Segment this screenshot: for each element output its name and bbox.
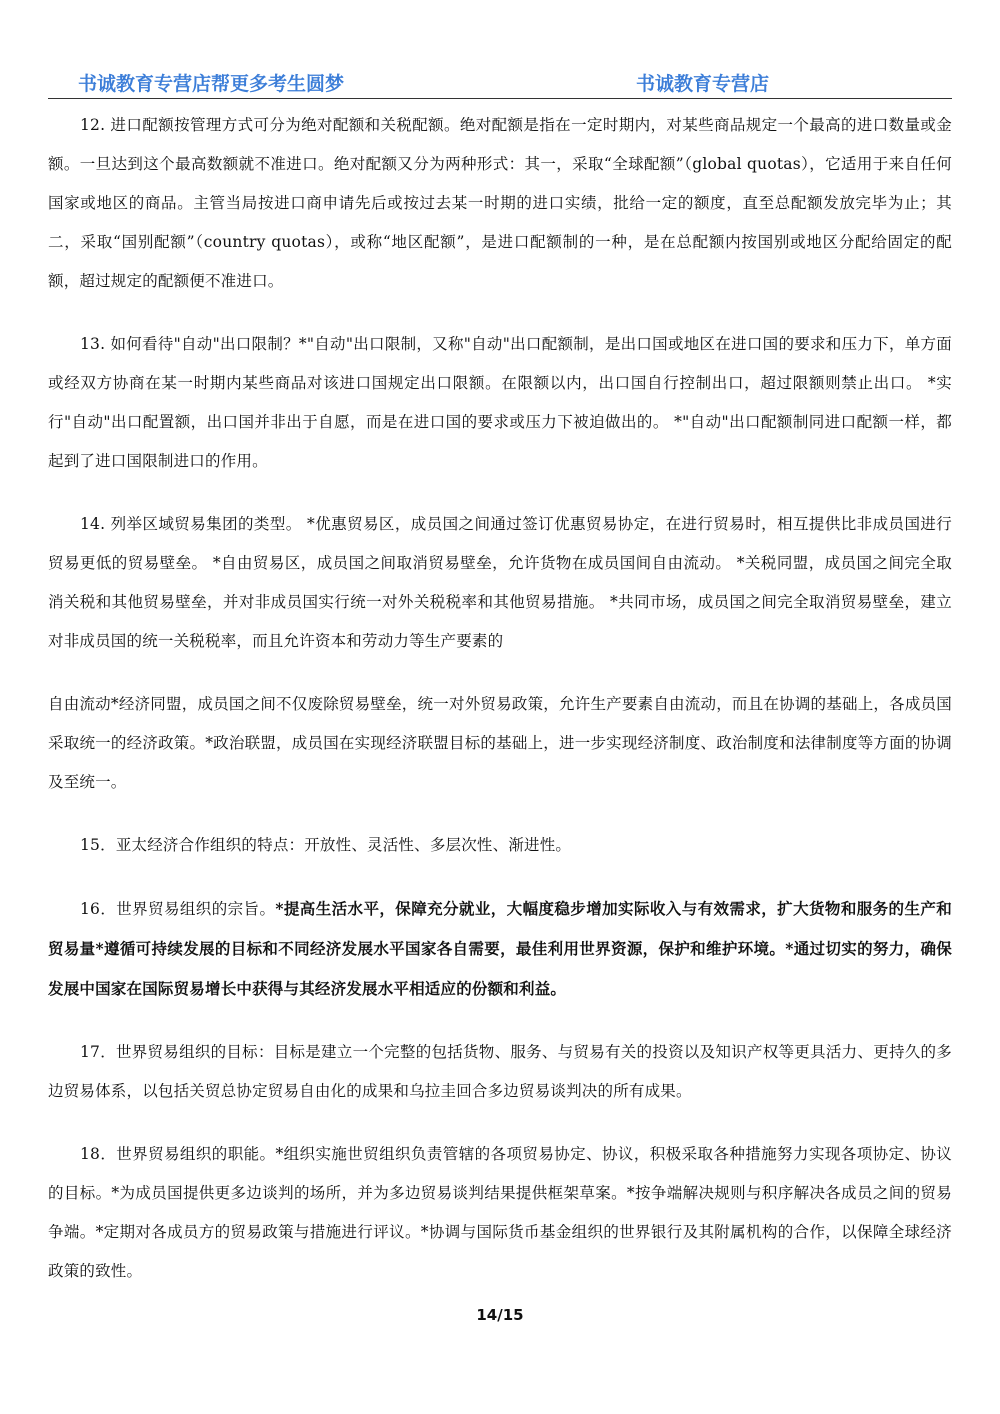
paragraph-13: 13. 如何看待"自动"出口限制？*"自动"出口限制，又称"自动"出口配额制，是出口国或地区在进口国的要求和压力下，单方面或经双方协商在某一时期内某些商品对该进口国规定出口限额。在限额以内，出口国自行控制出口，超过限额则禁止出口。 *实行"自动"出口配置额，出口国并非出于自愿，而是在进口国的要求或压力下被迫做出的。 *"自动"出口配额制同进口配额一样，都起到了进口国限制进口的作用。: [48, 335, 952, 470]
paragraph-15: 15．亚太经济合作组织的特点：开放性、灵活性、多层次性、渐进性。: [80, 836, 572, 854]
page-header: [48, 72, 952, 99]
header-right-text: 书诚教育专营店: [636, 73, 770, 95]
paragraph-17: 17．世界贸易组织的目标：目标是建立一个完整的包括货物、服务、与贸易有关的投资以及知识产权等更具活力、更持久的多边贸易体系，以包括关贸总协定贸易自由化的成果和乌拉圭回合多边贸易谈判决的所有成果。: [48, 1043, 952, 1100]
paragraph-16-bold: *提高生活水平，保障充分就业，大幅度稳步增加实际收入与有效需求，扩大货物和服务的生产和贸易量*遵循可持续发展的目标和不同经济发展水平国家各自需要，最佳利用世界资源，保护和维护环境。*通过切实的努力，确保发展中国家在国际贸易增长中获得与其经济发展水平相适应的份额和利益。: [48, 899, 952, 998]
document-body: [48, 106, 952, 1291]
paragraph-12: 12. 进口配额按管理方式可分为绝对配额和关税配额。绝对配额是指在一定时期内，对某些商品规定一个最高的进口数量或金额。一旦达到这个最高数额就不准进口。绝对配额又分为两种形式：其一，采取“全球配额”（global quotas），它适用于来自任何国家或地区的商品。主管当局按进口商申请先后或按过去某一时期的进口实绩，批给一定的额度，直至总配额发放完毕为止；其二，采取“国别配额”（country quotas），或称“地区配额”，是进口配额制的一种，是在总配额内按国别或地区分配给固定的配额，超过规定的配额便不准进口。: [48, 116, 952, 290]
header-left-text: 书诚教育专营店帮更多考生圆梦: [78, 73, 345, 95]
paragraph-16-prefix: 16．世界贸易组织的宗旨。: [80, 900, 276, 918]
page-number: 14/15: [476, 1306, 524, 1324]
paragraph-16: [48, 889, 952, 1009]
paragraph-18: 18．世界贸易组织的职能。*组织实施世贸组织负责管辖的各项贸易协定、协议，积极采取各种措施努力实现各项协定、协议的目标。*为成员国提供更多边谈判的场所，并为多边贸易谈判结果提供框架草案。*按争端解决规则与积序解决各成员之间的贸易争端。*定期对各成员方的贸易政策与措施进行评议。*协调与国际货币基金组织的世界银行及其附属机构的合作，以保障全球经济政策的致性。: [48, 1145, 952, 1280]
paragraph-14-part2: 自由流动*经济同盟，成员国之间不仅废除贸易壁垒，统一对外贸易政策，允许生产要素自由流动，而且在协调的基础上，各成员国采取统一的经济政策。*政治联盟，成员国在实现经济联盟目标的基础上，进一步实现经济制度、政治制度和法律制度等方面的协调及至统一。: [48, 695, 952, 791]
paragraph-14-part1: 14. 列举区域贸易集团的类型。 *优惠贸易区，成员国之间通过签订优惠贸易协定，在进行贸易时，相互提供比非成员国进行贸易更低的贸易壁垒。 *自由贸易区，成员国之间取消贸易壁垒，允许货物在成员国间自由流动。 *关税同盟，成员国之间完全取消关税和其他贸易壁垒，并对非成员国实行统一对外关税税率和其他贸易措施。 *共同市场，成员国之间完全取消贸易壁垒，建立对非成员国的统一关税税率，而且允许资本和劳动力等生产要素的: [48, 515, 952, 650]
